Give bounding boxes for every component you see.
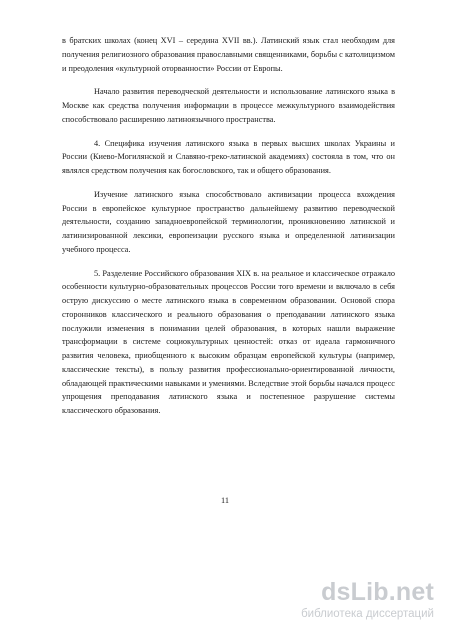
paragraph-2: Начало развития переводческой деятельности и использование латинского языка в Москве как средства получения информации в процессе межкультурного взаимодействия способствовало расширению латиноязычного пространства.	[62, 87, 395, 124]
page-number: 11	[221, 496, 229, 505]
watermark-logo: dsLib.net	[321, 578, 434, 606]
paragraph-4: Изучение латинского языка способствовало активизации процесса вхождения России в европейское культурное пространство дальнейшему развитию переводческой деятельности, созданию западноевропейской терминологии, проникновению латинской и латинизированной лексики, европеизации русского языка и определенной латинизации учебного процесса.	[62, 189, 395, 254]
paragraph-1: в братских школах (конец XVI – середина XVII вв.). Латинский язык стал необходим для получения религиозного образования православными священниками, борьбы с католицизмом и преодоления «культурной оторванности» России от Европы.	[62, 36, 395, 73]
watermark-subtitle: библиотека диссертаций	[301, 608, 434, 620]
paragraph-5: 5. Разделение Российского образования XIX в. на реальное и классическое отражало особенности культурно-образовательных процессов России того времени и включало в себя острую дискуссию о месте латинского языка в современном образовании. Основой спора сторонников классического и реального образования о преподавании латинского языка послужили изменения в понимании целей образования, в которых нашли выражение трансформации в системе социокультурных ценностей: отказ от идеала гармоничного развития человека, приобщенного к высоким образцам европейской культуры (например, классические тексты), в пользу развития профессионально-ориентированной личности, обладающей практическими навыками и умениями. Вследствие этой борьбы начался процесс упрощения преподавания латинского языка и постепенное разрушение системы классического образования.	[62, 268, 395, 415]
paragraph-3: 4. Специфика изучения латинского языка в первых высших школах Украины и России (Киево-Могилянской и Славяно-греко-латинской академиях) состояла в том, что он являлся средством получения как богословского, так и общего образования.	[62, 138, 395, 175]
body-text	[62, 34, 395, 418]
